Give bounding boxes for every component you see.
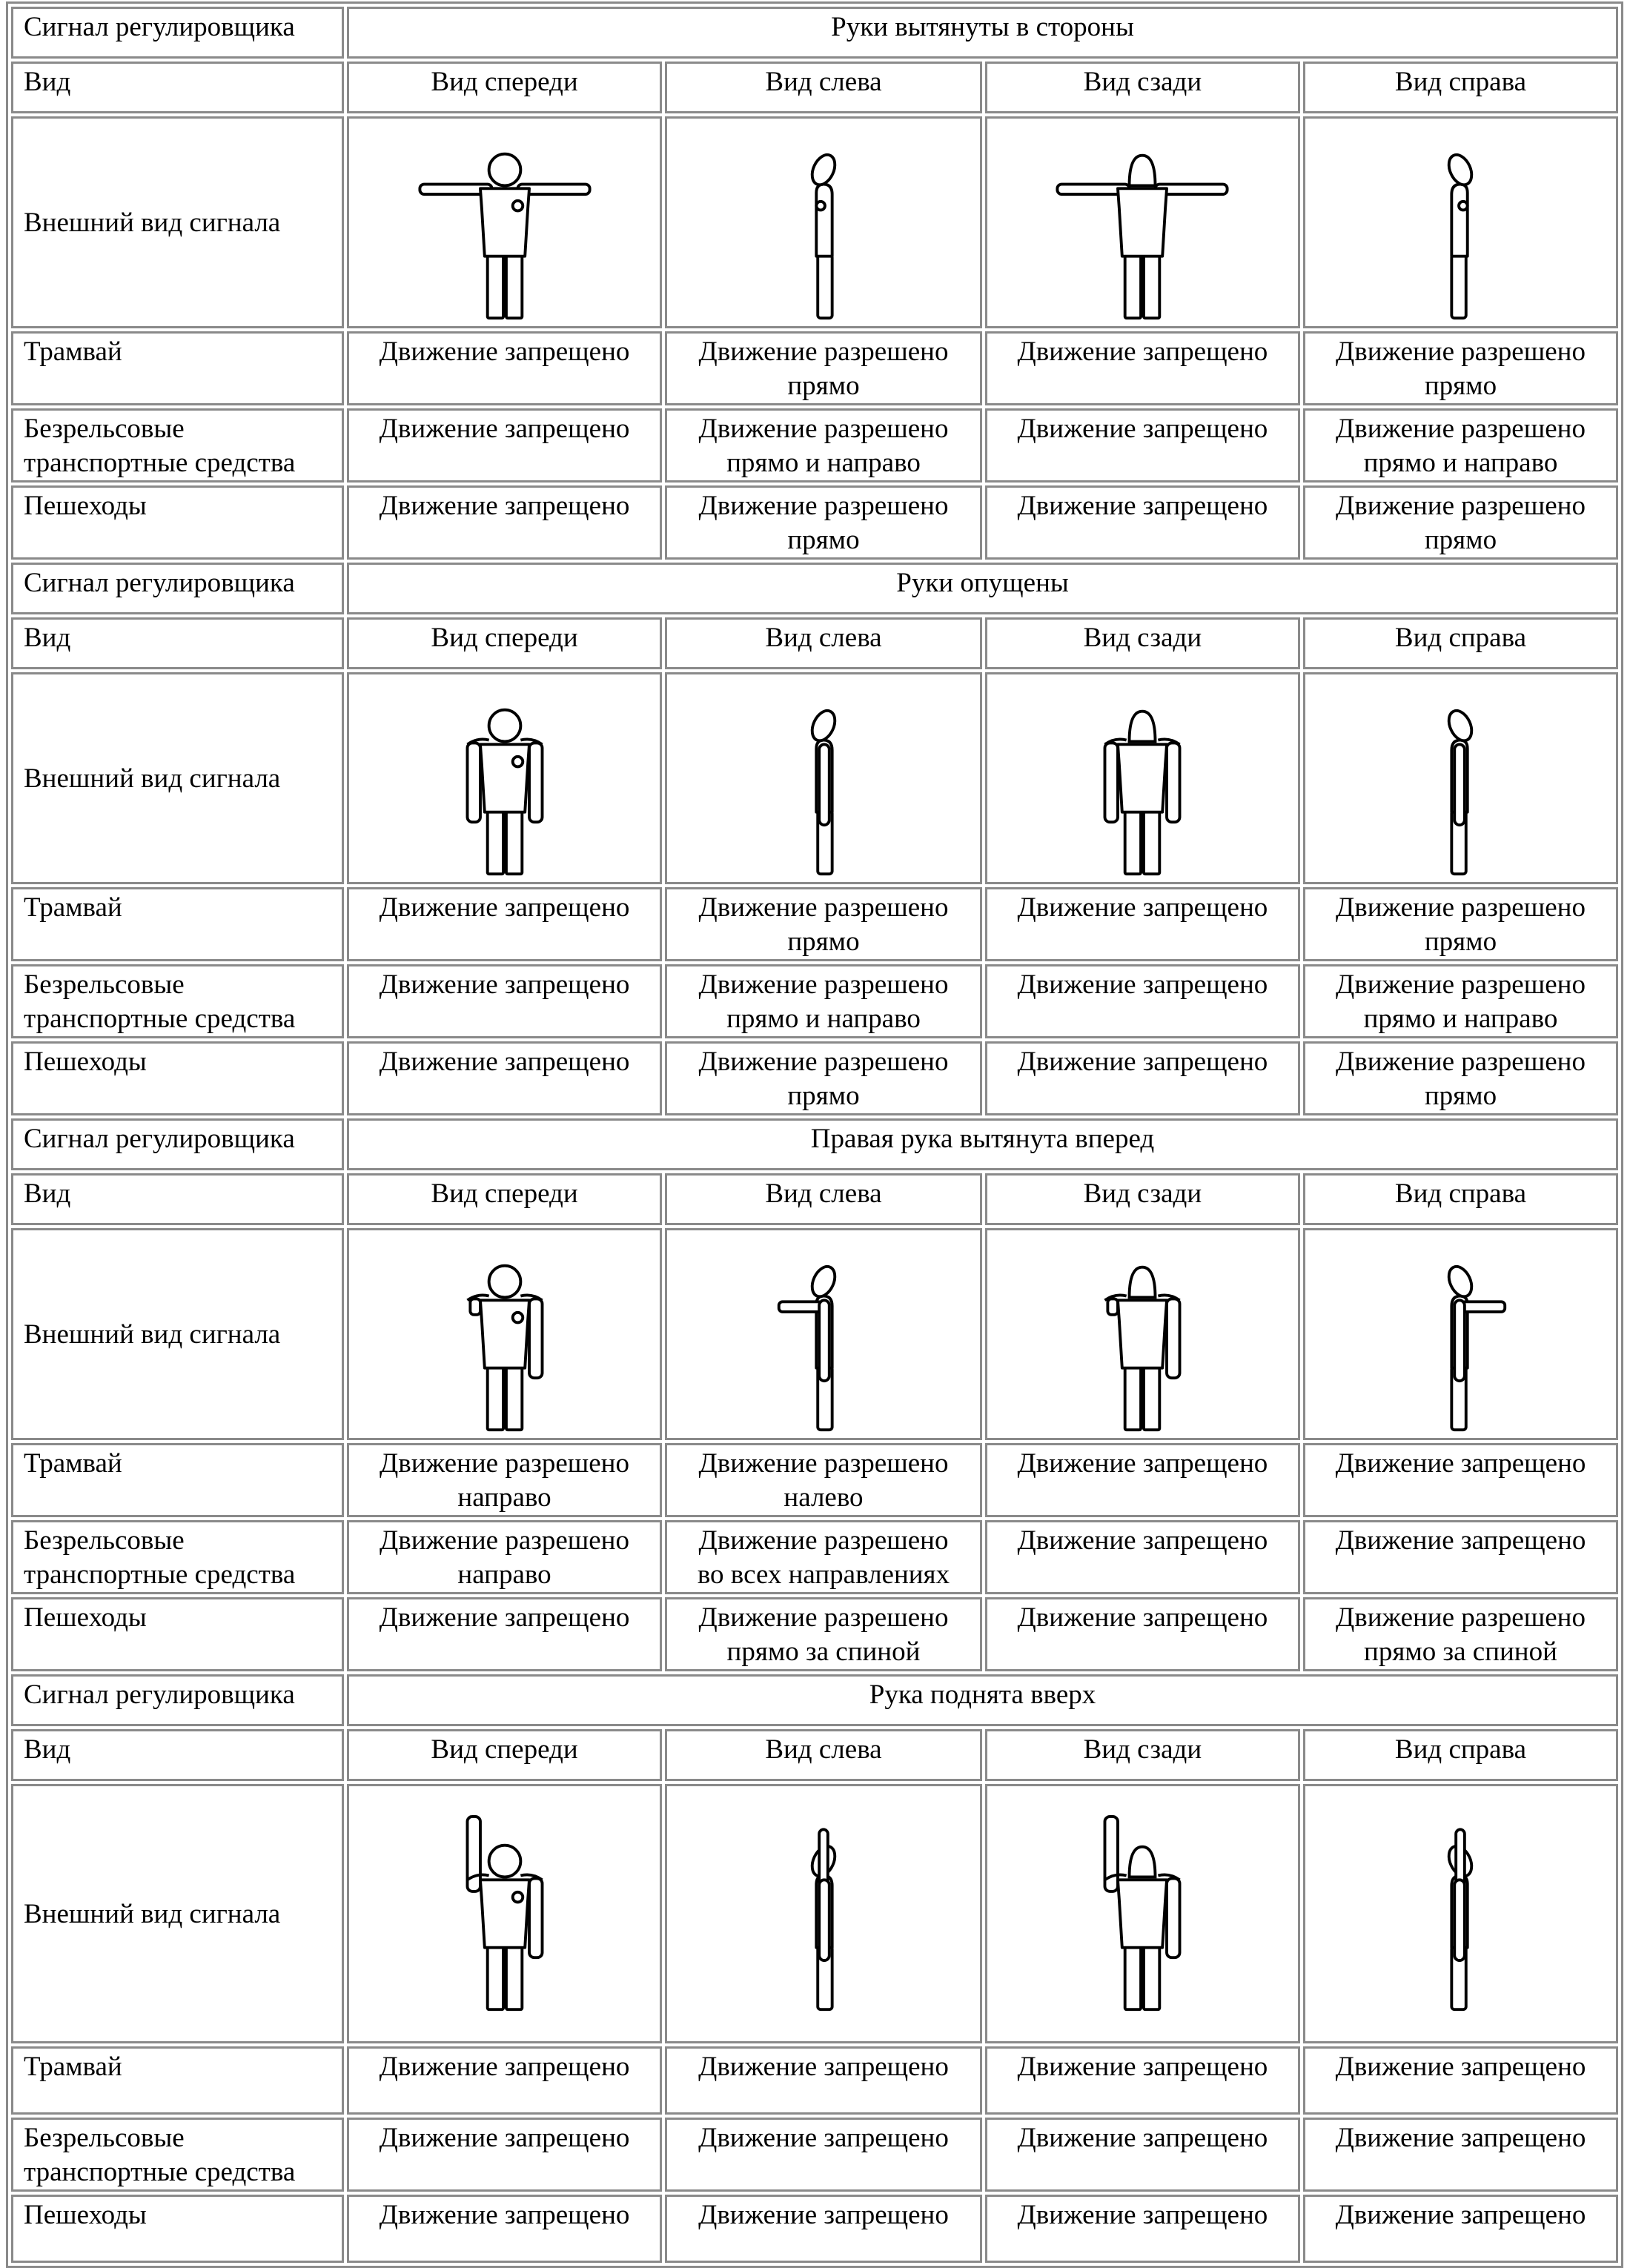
view-row-label: Вид [11,1729,344,1781]
view-row [11,62,1618,113]
trackless-permission-right: Движение запрещено [1303,1520,1618,1594]
appearance-row-label: Внешний вид сигнала [11,1228,344,1440]
tram-permission-left: Движение разрешено налево [665,1443,982,1517]
tram-permission-right: Движение запрещено [1303,2046,1618,2115]
figure-cell-right [1303,1784,1618,2043]
figure-cell-front [347,116,662,328]
figure-left-right-arm-forward-icon [736,1234,911,1434]
view-label-left: Вид слева [665,62,982,113]
figure-back-arms-down-icon [1055,678,1230,878]
signal-name: Правая рука вытянута вперед [347,1118,1618,1170]
figure-cell-back [985,1784,1300,2043]
tram-row-label: Трамвай [11,2046,344,2115]
signal-row-label: Сигнал регулировщика [11,563,344,614]
tram-permission-back: Движение запрещено [985,887,1300,961]
trackless-permission-front: Движение разрешено направо [347,1520,662,1594]
pedestrians-permission-left: Движение разрешено прямо за спиной [665,1597,982,1671]
view-label-back: Вид сзади [985,62,1300,113]
tram-permission-back: Движение запрещено [985,331,1300,405]
figure-back-right-arm-forward-icon [1055,1234,1230,1434]
table-body [11,7,1618,2263]
signal-row-label: Сигнал регулировщика [11,1674,344,1726]
pedestrians-permission-front: Движение запрещено [347,2195,662,2263]
trackless-permission-left: Движение разрешено во всех направлениях [665,1520,982,1594]
figure-left-arms-down-icon [736,678,911,878]
trackless-row-label: Безрельсовые транспортные средства [11,408,344,483]
appearance-row [11,116,1618,328]
figure-cell-front [347,1228,662,1440]
pedestrians-row-label: Пешеходы [11,485,344,560]
tram-permission-left: Движение разрешено прямо [665,331,982,405]
pedestrians-permission-front: Движение запрещено [347,1041,662,1115]
tram-row-label: Трамвай [11,887,344,961]
view-row [11,1729,1618,1781]
figure-cell-front [347,1784,662,2043]
appearance-row-label: Внешний вид сигнала [11,672,344,884]
tram-permission-right: Движение запрещено [1303,1443,1618,1517]
signal-row [11,1674,1618,1726]
appearance-row [11,1228,1618,1440]
tram-row [11,2046,1618,2115]
tram-row-label: Трамвай [11,1443,344,1517]
trackless-row-label: Безрельсовые транспортные средства [11,2118,344,2192]
figure-right-arms-sides-icon [1373,122,1548,322]
pedestrians-permission-back: Движение запрещено [985,485,1300,560]
pedestrians-permission-left: Движение разрешено прямо [665,1041,982,1115]
trackless-permission-back: Движение запрещено [985,408,1300,483]
pedestrians-row [11,2195,1618,2263]
figure-cell-left [665,672,982,884]
trackless-permission-left: Движение запрещено [665,2118,982,2192]
trackless-permission-front: Движение запрещено [347,964,662,1038]
figure-front-right-arm-forward-icon [417,1234,592,1434]
tram-permission-front: Движение разрешено направо [347,1443,662,1517]
pedestrians-row-label: Пешеходы [11,2195,344,2263]
signal-row [11,563,1618,614]
figure-right-right-arm-forward-icon [1373,1234,1548,1434]
view-label-front: Вид спереди [347,62,662,113]
figure-cell-front [347,672,662,884]
figure-cell-back [985,672,1300,884]
pedestrians-permission-back: Движение запрещено [985,1041,1300,1115]
view-label-front: Вид спереди [347,617,662,669]
view-row-label: Вид [11,617,344,669]
pedestrians-permission-right: Движение разрешено прямо [1303,485,1618,560]
appearance-row-label: Внешний вид сигнала [11,1784,344,2043]
trackless-permission-left: Движение разрешено прямо и направо [665,964,982,1038]
pedestrians-permission-right: Движение разрешено прямо [1303,1041,1618,1115]
tram-permission-back: Движение запрещено [985,1443,1300,1517]
signal-name: Руки вытянуты в стороны [347,7,1618,59]
pedestrians-row [11,485,1618,560]
figure-right-arm-up-icon [1373,1814,1548,2014]
view-row [11,617,1618,669]
trackless-permission-right: Движение разрешено прямо и направо [1303,408,1618,483]
figure-cell-right [1303,1228,1618,1440]
trackless-row-label: Безрельсовые транспортные средства [11,964,344,1038]
tram-permission-right: Движение разрешено прямо [1303,887,1618,961]
view-row-label: Вид [11,1173,344,1225]
view-label-right: Вид справа [1303,62,1618,113]
figure-cell-back [985,1228,1300,1440]
figure-front-arm-up-icon [417,1814,592,2014]
tram-row [11,331,1618,405]
tram-row [11,1443,1618,1517]
signal-row-label: Сигнал регулировщика [11,1118,344,1170]
trackless-row [11,1520,1618,1594]
tram-permission-left: Движение разрешено прямо [665,887,982,961]
tram-permission-back: Движение запрещено [985,2046,1300,2115]
view-label-right: Вид справа [1303,617,1618,669]
pedestrians-row [11,1597,1618,1671]
tram-permission-front: Движение запрещено [347,2046,662,2115]
view-label-left: Вид слева [665,1173,982,1225]
tram-row-label: Трамвай [11,331,344,405]
pedestrians-permission-left: Движение разрешено прямо [665,485,982,560]
pedestrians-permission-back: Движение запрещено [985,2195,1300,2263]
trackless-permission-right: Движение запрещено [1303,2118,1618,2192]
tram-row [11,887,1618,961]
figure-front-arms-down-icon [417,678,592,878]
trackless-row [11,964,1618,1038]
figure-right-arms-down-icon [1373,678,1548,878]
view-label-back: Вид сзади [985,1173,1300,1225]
figure-cell-left [665,116,982,328]
pedestrians-permission-right: Движение разрешено прямо за спиной [1303,1597,1618,1671]
view-label-front: Вид спереди [347,1729,662,1781]
tram-permission-front: Движение запрещено [347,331,662,405]
tram-permission-right: Движение разрешено прямо [1303,331,1618,405]
trackless-permission-front: Движение запрещено [347,408,662,483]
pedestrians-row-label: Пешеходы [11,1597,344,1671]
figure-cell-back [985,116,1300,328]
page [6,1,1623,2268]
tram-permission-left: Движение запрещено [665,2046,982,2115]
appearance-row [11,1784,1618,2043]
trackless-permission-back: Движение запрещено [985,1520,1300,1594]
trackless-row [11,408,1618,483]
tram-permission-front: Движение запрещено [347,887,662,961]
pedestrians-row [11,1041,1618,1115]
pedestrians-permission-right: Движение запрещено [1303,2195,1618,2263]
signal-row [11,1118,1618,1170]
trackless-row-label: Безрельсовые транспортные средства [11,1520,344,1594]
figure-cell-right [1303,116,1618,328]
view-row [11,1173,1618,1225]
traffic-controller-signals-table [6,1,1623,2268]
pedestrians-permission-front: Движение запрещено [347,485,662,560]
appearance-row-label: Внешний вид сигнала [11,116,344,328]
trackless-permission-left: Движение разрешено прямо и направо [665,408,982,483]
trackless-row [11,2118,1618,2192]
figure-front-arms-sides-icon [417,122,592,322]
signal-name: Руки опущены [347,563,1618,614]
trackless-permission-front: Движение запрещено [347,2118,662,2192]
signal-name: Рука поднята вверх [347,1674,1618,1726]
pedestrians-permission-front: Движение запрещено [347,1597,662,1671]
view-label-right: Вид справа [1303,1729,1618,1781]
view-label-left: Вид слева [665,1729,982,1781]
appearance-row [11,672,1618,884]
pedestrians-permission-back: Движение запрещено [985,1597,1300,1671]
figure-back-arms-sides-icon [1055,122,1230,322]
figure-cell-left [665,1228,982,1440]
view-label-right: Вид справа [1303,1173,1618,1225]
pedestrians-row-label: Пешеходы [11,1041,344,1115]
view-label-front: Вид спереди [347,1173,662,1225]
pedestrians-permission-left: Движение запрещено [665,2195,982,2263]
figure-cell-left [665,1784,982,2043]
view-label-left: Вид слева [665,617,982,669]
view-row-label: Вид [11,62,344,113]
figure-left-arm-up-icon [736,1814,911,2014]
figure-cell-right [1303,672,1618,884]
trackless-permission-right: Движение разрешено прямо и направо [1303,964,1618,1038]
figure-back-arm-up-icon [1055,1814,1230,2014]
figure-left-arms-sides-icon [736,122,911,322]
signal-row [11,7,1618,59]
trackless-permission-back: Движение запрещено [985,2118,1300,2192]
view-label-back: Вид сзади [985,617,1300,669]
view-label-back: Вид сзади [985,1729,1300,1781]
trackless-permission-back: Движение запрещено [985,964,1300,1038]
signal-row-label: Сигнал регулировщика [11,7,344,59]
